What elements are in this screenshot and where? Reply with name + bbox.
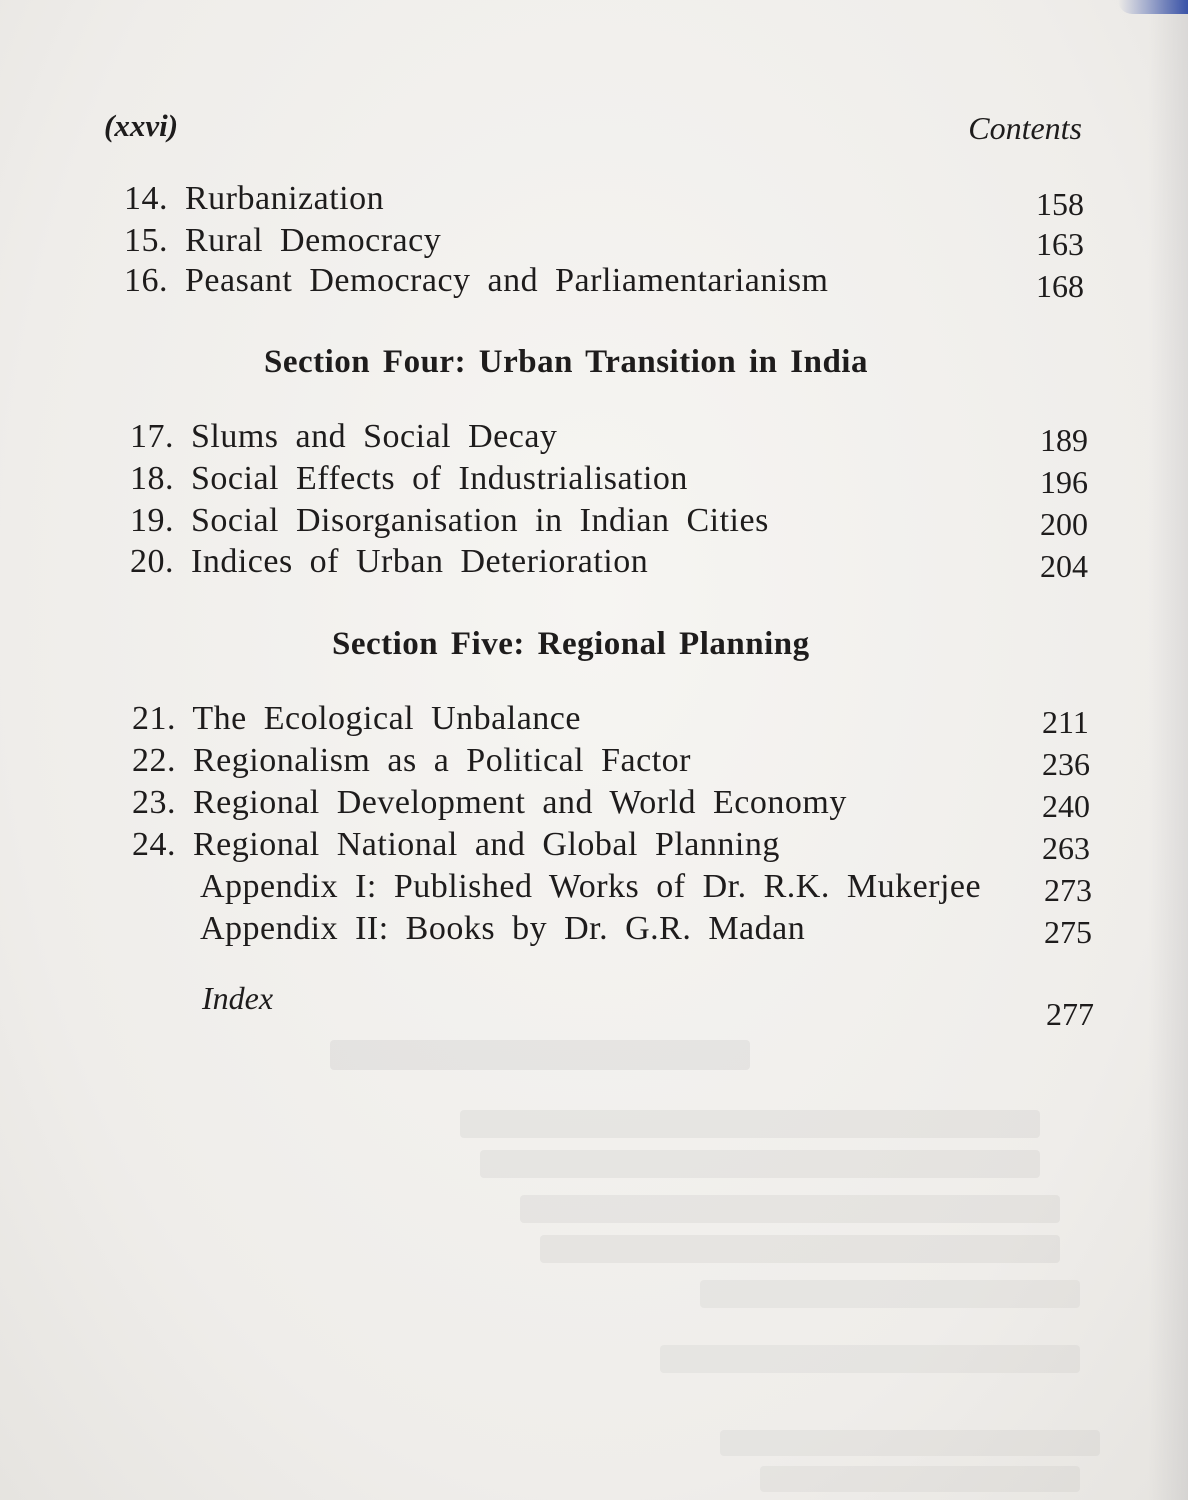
toc-entry <box>132 784 847 822</box>
entry-page: 189 <box>1040 422 1088 458</box>
entry-number: 23. <box>132 784 176 821</box>
toc-entry <box>124 262 829 300</box>
entry-title: Social Disorganisation in Indian Cities <box>191 502 769 539</box>
entry-title: Social Effects of Industrialisation <box>191 460 688 497</box>
entry-page: 200 <box>1040 506 1088 542</box>
entry-title: Indices of Urban Deterioration <box>191 543 649 580</box>
entry-number: 21. <box>132 700 176 737</box>
bleed-through-texture <box>720 1430 1100 1456</box>
bleed-through-texture <box>660 1345 1080 1373</box>
entry-number: 19. <box>130 502 174 539</box>
appendix-entry <box>200 910 805 948</box>
entry-number: 18. <box>130 460 174 497</box>
section-four-heading: Section Four: Urban Transition in India <box>264 344 868 380</box>
bleed-through-texture <box>480 1150 1040 1178</box>
toc-entry <box>132 742 691 780</box>
bleed-through-texture <box>760 1466 1080 1492</box>
entry-title: Rurbanization <box>185 180 385 217</box>
toc-entry <box>130 418 557 456</box>
entry-page: 163 <box>1036 226 1084 262</box>
toc-entry <box>132 700 581 738</box>
appendix-entry <box>200 868 981 906</box>
entry-title: Regional Development and World Economy <box>193 784 847 821</box>
entry-title: Regional National and Global Planning <box>193 826 780 863</box>
running-header-title: Contents <box>968 110 1082 146</box>
entry-title: Peasant Democracy and Parliamentarianism <box>185 262 829 299</box>
page-edge-shadow <box>1148 0 1188 1500</box>
toc-entry <box>132 826 780 864</box>
bleed-through-texture <box>520 1195 1060 1223</box>
bleed-through-texture <box>540 1235 1060 1263</box>
entry-number: 24. <box>132 826 176 863</box>
appendix-title: Appendix I: Published Works of Dr. R.K. Mukerjee <box>200 868 982 905</box>
entry-page: 236 <box>1042 746 1090 782</box>
entry-page: 168 <box>1036 268 1084 304</box>
entry-number: 16. <box>124 262 168 299</box>
entry-page: 240 <box>1042 788 1090 824</box>
entry-title: The Ecological Unbalance <box>192 700 581 737</box>
entry-title: Regionalism as a Political Factor <box>193 742 691 779</box>
appendix-title: Appendix II: Books by Dr. G.R. Madan <box>200 910 806 947</box>
section-five-heading: Section Five: Regional Planning <box>332 626 810 662</box>
entry-number: 17. <box>130 418 174 455</box>
toc-entry <box>130 543 648 581</box>
toc-entry <box>124 222 441 260</box>
appendix-page: 275 <box>1044 914 1092 950</box>
entry-number: 14. <box>124 180 168 217</box>
index-label: Index <box>202 980 274 1016</box>
entry-page: 196 <box>1040 464 1088 500</box>
entry-title: Rural Democracy <box>185 222 442 259</box>
toc-entry <box>130 460 688 498</box>
bleed-through-texture <box>460 1110 1040 1138</box>
page-number-label: (xxvi) <box>104 108 179 143</box>
bleed-through-texture <box>330 1040 750 1070</box>
appendix-page: 273 <box>1044 872 1092 908</box>
entry-page: 211 <box>1042 704 1089 740</box>
index-page: 277 <box>1046 996 1094 1032</box>
entry-page: 158 <box>1036 186 1084 222</box>
entry-title: Slums and Social Decay <box>191 418 558 455</box>
entry-page: 204 <box>1040 548 1088 584</box>
corner-color-strip <box>1118 0 1188 14</box>
toc-entry <box>124 180 384 218</box>
entry-number: 20. <box>130 543 174 580</box>
entry-page: 263 <box>1042 830 1090 866</box>
entry-number: 22. <box>132 742 176 779</box>
bleed-through-texture <box>700 1280 1080 1308</box>
entry-number: 15. <box>124 222 168 259</box>
toc-entry <box>130 502 769 540</box>
